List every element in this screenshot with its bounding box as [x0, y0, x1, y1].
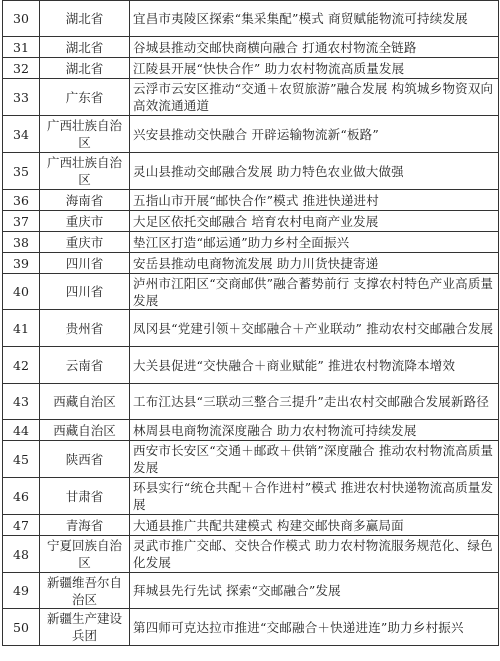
row-number: 46	[3, 478, 40, 515]
row-province: 宁夏回族自治区	[40, 536, 130, 573]
row-description: 灵武市推广交邮、交快合作模式 助力农村物流服务规范化、绿色化发展	[130, 536, 499, 573]
row-province: 甘肃省	[40, 478, 130, 515]
table-row	[3, 79, 499, 116]
row-number: 35	[3, 153, 40, 190]
row-description: 安岳县推动电商物流发展 助力川货快捷寄递	[130, 253, 499, 274]
table-row	[3, 347, 499, 384]
row-description: 谷城县推动交邮快商横向融合 打通农村物流全链路	[130, 37, 499, 58]
row-province: 四川省	[40, 253, 130, 274]
row-province: 重庆市	[40, 211, 130, 232]
row-description: 大关县促进“交快融合＋商业赋能” 推进农村物流降本增效	[130, 347, 499, 384]
row-province: 四川省	[40, 274, 130, 310]
row-number: 41	[3, 310, 40, 347]
row-number: 44	[3, 420, 40, 441]
row-province: 广西壮族自治区	[40, 116, 130, 153]
table-row	[3, 253, 499, 274]
row-province: 湖北省	[40, 1, 130, 37]
row-number: 49	[3, 573, 40, 609]
row-number: 50	[3, 609, 40, 646]
row-description: 兴安县推动交快融合 开辟运输物流新“板路”	[130, 116, 499, 153]
case-list-table	[2, 0, 499, 646]
row-province: 广西壮族自治区	[40, 153, 130, 190]
table-row	[3, 274, 499, 310]
table-row	[3, 384, 499, 420]
row-description: 林周县电商物流深度融合 助力农村物流可持续发展	[130, 420, 499, 441]
row-province: 新疆维吾尔自治区	[40, 573, 130, 609]
row-number: 47	[3, 515, 40, 536]
row-province: 贵州省	[40, 310, 130, 347]
table-row	[3, 573, 499, 609]
table-row	[3, 116, 499, 153]
row-description: 环县实行“统仓共配＋合作进村”模式 推进农村快递物流高质量发展	[130, 478, 499, 515]
row-province: 西藏自治区	[40, 420, 130, 441]
row-province: 广东省	[40, 79, 130, 116]
table-row	[3, 190, 499, 211]
table-row	[3, 609, 499, 646]
table-row	[3, 153, 499, 190]
table-row	[3, 441, 499, 478]
row-number: 31	[3, 37, 40, 58]
row-description: 大通县推广共配共建模式 构建交邮快商多赢局面	[130, 515, 499, 536]
row-description: 第四师可克达拉市推进“交邮融合＋快递进连”助力乡村振兴	[130, 609, 499, 646]
row-description: 凤冈县“党建引领＋交邮融合＋产业联动” 推动农村交邮融合发展	[130, 310, 499, 347]
table-row	[3, 1, 499, 37]
row-province: 陕西省	[40, 441, 130, 478]
row-description: 工布江达县“三联动三整合三提升”走出农村交邮融合发展新路径	[130, 384, 499, 420]
row-province: 云南省	[40, 347, 130, 384]
table-row	[3, 478, 499, 515]
row-number: 30	[3, 1, 40, 37]
row-province: 西藏自治区	[40, 384, 130, 420]
table-row	[3, 58, 499, 79]
table-row	[3, 37, 499, 58]
row-description: 灵山县推动交邮融合发展 助力特色农业做大做强	[130, 153, 499, 190]
row-number: 43	[3, 384, 40, 420]
table-row	[3, 232, 499, 253]
row-number: 38	[3, 232, 40, 253]
row-province: 海南省	[40, 190, 130, 211]
table-row	[3, 420, 499, 441]
row-number: 37	[3, 211, 40, 232]
row-number: 45	[3, 441, 40, 478]
row-description: 大足区依托交邮融合 培育农村电商产业发展	[130, 211, 499, 232]
row-number: 36	[3, 190, 40, 211]
row-province: 重庆市	[40, 232, 130, 253]
table-row	[3, 211, 499, 232]
table-body	[3, 1, 499, 646]
row-description: 五指山市开展“邮快合作”模式 推进快递进村	[130, 190, 499, 211]
table-row	[3, 536, 499, 573]
row-description: 江陵县开展“快快合作” 助力农村物流高质量发展	[130, 58, 499, 79]
row-number: 48	[3, 536, 40, 573]
row-number: 42	[3, 347, 40, 384]
row-number: 39	[3, 253, 40, 274]
row-province: 湖北省	[40, 37, 130, 58]
row-province: 青海省	[40, 515, 130, 536]
row-description: 西安市长安区“交通＋邮政＋供销”深度融合 推动农村物流高质量发展	[130, 441, 499, 478]
row-description: 云浮市云安区推动“交通＋农贸旅游”融合发展 构筑城乡物资双向高效流通通道	[130, 79, 499, 116]
table-row	[3, 310, 499, 347]
row-number: 33	[3, 79, 40, 116]
row-province: 新疆生产建设兵团	[40, 609, 130, 646]
row-description: 垫江区打造“邮运通”助力乡村全面振兴	[130, 232, 499, 253]
table-row	[3, 515, 499, 536]
row-description: 拜城县先行先试 探索“交邮融合”发展	[130, 573, 499, 609]
row-description: 宜昌市夷陵区探索“集采集配”模式 商贸赋能物流可持续发展	[130, 1, 499, 37]
row-number: 40	[3, 274, 40, 310]
row-number: 34	[3, 116, 40, 153]
row-province: 湖北省	[40, 58, 130, 79]
row-number: 32	[3, 58, 40, 79]
row-description: 泸州市江阳区“交商邮供”融合蓄势前行 支撑农村特色产业高质量发展	[130, 274, 499, 310]
